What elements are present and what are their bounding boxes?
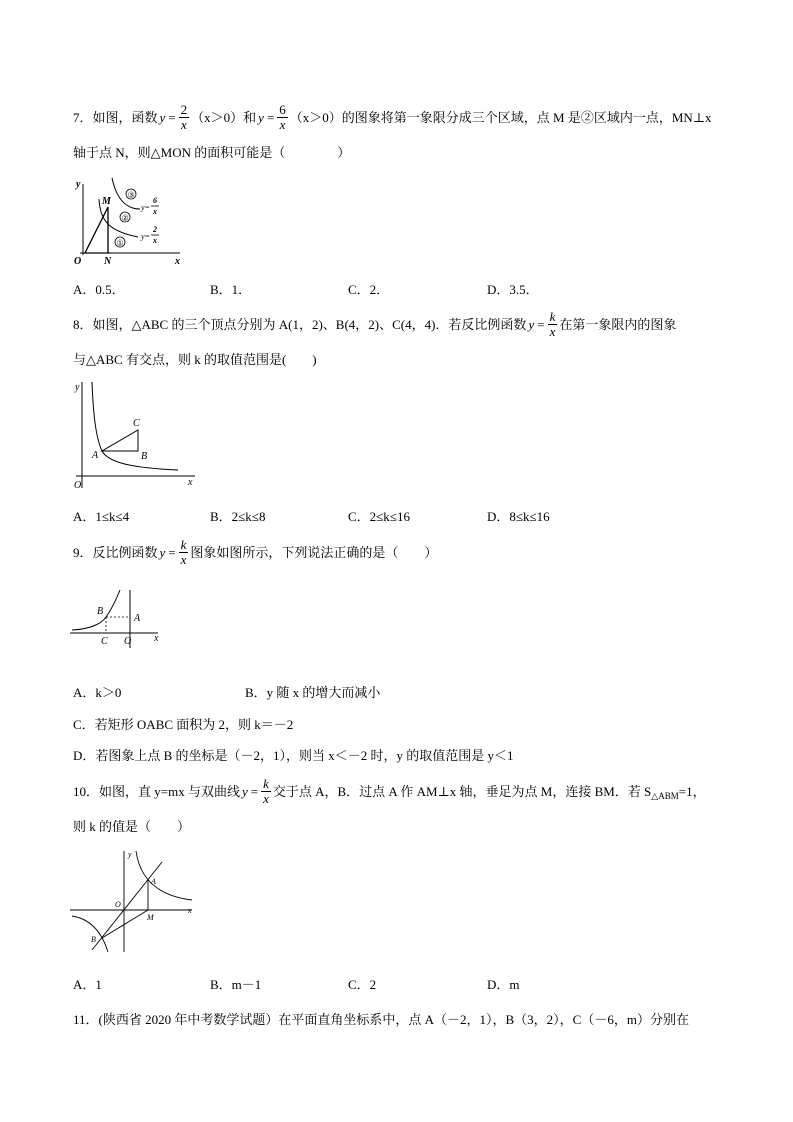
q8-triangle-abc (102, 430, 138, 451)
q7-eq1-numerator: 2 (180, 102, 188, 117)
q10-option-d: D．m (487, 977, 520, 992)
q7-eq1-op: = (168, 109, 176, 125)
q8-text-b: 在第一象限内的图象 (559, 316, 677, 332)
q9-option-d: D．若图象上点 B 的坐标是（－2，1），则当 x＜－2 时，y 的取值范围是 y＜1 (73, 748, 514, 763)
q10-line-2 (73, 819, 190, 835)
q9-label-a: A (134, 613, 141, 624)
q7-eq1-denominator: x (181, 117, 187, 132)
q10-label-x: x (188, 906, 192, 915)
q9-hyperbola (72, 590, 120, 630)
q10-hyperbola-q3 (72, 916, 108, 952)
q10-label-o: O (115, 900, 121, 909)
q7-option-d: D．3.5． (487, 282, 539, 297)
q10-eq-denominator: x (263, 791, 269, 806)
q7-option-a: A．0.5． (73, 282, 125, 297)
q10-eq-numerator: k (263, 776, 269, 791)
q7-curve6-num: 6 (153, 196, 157, 205)
q7-label-n: N (104, 256, 112, 267)
q10-option-a: A．1 (73, 977, 102, 992)
q9-label-c: C (101, 636, 108, 647)
q11-line-1 (73, 1012, 689, 1028)
q9-figure (68, 588, 163, 650)
q7-eq2-fraction (277, 103, 288, 132)
q7-eq2-lhs: y (258, 109, 264, 125)
q8-option-d: D．8≤k≤16 (487, 509, 550, 524)
q8-option-a: A．1≤k≤4 (73, 509, 130, 524)
q7-curve6-lhs: y= (141, 203, 150, 212)
q7-figure (70, 175, 190, 267)
q8-line-2 (73, 352, 317, 368)
q10-text-c: =1， (678, 783, 706, 799)
q10-text-line2: 则 k 的值是（ ） (73, 819, 191, 834)
q7-label-m: M (102, 196, 111, 207)
q9-eq-fraction (179, 538, 189, 567)
q7-line-2 (73, 145, 350, 161)
q10-text-a: 10．如图，直 y=mx 与双曲线 (73, 783, 240, 799)
q10-label-m: M (147, 913, 154, 922)
q7-label-region-3: ③ (127, 190, 135, 200)
q7-eq1-lhs: y (159, 109, 166, 125)
q10-text-b: 交于点 A，B．过点 A 作 AM⊥x 轴，垂足为点 M，连接 BM．若 S (272, 783, 652, 799)
q8-label-a: A (92, 450, 99, 461)
q8-option-c: C．2≤k≤16 (348, 509, 410, 524)
q7-eq1-fraction (179, 103, 190, 132)
q9-option-b: B．y 随 x 的增大而减小 (245, 685, 381, 700)
q7-label-o: O (74, 256, 82, 267)
q9-equation (160, 538, 189, 567)
q7-curve2-num: 2 (153, 225, 157, 234)
q8-option-b: B．2≤k≤8 (210, 509, 266, 524)
q7-eq2-denominator: x (279, 117, 286, 132)
q10-option-b: B．m－1 (210, 977, 262, 992)
q7-text-a: 7．如图，函数 (73, 109, 158, 125)
q10-subscript-abm: △ABM (651, 790, 679, 801)
q8-text-a: 8．如图，△ABC 的三个顶点分别为 A(1，2)、B(4，2)、C(4，4)．若反比例函数 (73, 316, 527, 332)
q9-line-1 (73, 538, 437, 567)
q10-option-c: C．2 (348, 977, 377, 992)
q8-label-x: x (188, 477, 193, 488)
q9-eq-op: = (168, 544, 176, 560)
q8-text-line2: 与△ABC 有交点，则 k 的取值范围是( ) (73, 352, 317, 367)
q8-eq-op: = (537, 316, 545, 332)
q8-eq-lhs: y (528, 316, 535, 332)
q7-option-b: B．1． (210, 282, 252, 297)
q10-label-y: y (128, 850, 132, 859)
q7-equation-1 (160, 103, 190, 132)
q8-line-1 (73, 310, 676, 339)
q10-label-b: B (91, 935, 96, 944)
q8-eq-numerator: k (549, 309, 556, 324)
q8-label-y: y (75, 382, 80, 393)
q8-equation (528, 310, 557, 339)
q10-segment-bm (102, 910, 148, 938)
q8-eq-denominator: x (549, 324, 556, 339)
q10-hyperbola-q1 (136, 851, 192, 900)
q9-label-x: x (154, 633, 159, 644)
q7-eq2-numerator: 6 (279, 102, 286, 117)
q8-label-o: O (74, 480, 82, 491)
q7-label-region-2: ② (121, 213, 129, 223)
q9-label-b: B (97, 606, 104, 617)
q7-label-x: x (175, 256, 180, 267)
q10-line-y-mx (92, 862, 162, 950)
q10-label-a: A (151, 877, 156, 886)
q11-text: 11．(陕西省 2020 年中考数学试题）在平面直角坐标系中，点 A（－2，1），B（3，2），C（－6，m）分别在 (73, 1012, 689, 1027)
q8-eq-fraction (548, 310, 558, 339)
q7-text-line2: 轴于点 N，则△MON 的面积可能是（ ） (73, 145, 351, 160)
q7-equation-2 (258, 103, 288, 132)
q7-curve2-lhs: y= (141, 232, 150, 241)
q9-option-c: C．若矩形 OABC 面积为 2，则 k＝－2 (73, 717, 294, 732)
q10-eq-lhs: y (241, 783, 248, 799)
q9-text-a: 9．反比例函数 (73, 544, 158, 560)
q10-equation (242, 777, 271, 806)
q8-label-b: B (141, 451, 148, 462)
q10-eq-fraction (261, 777, 271, 806)
q9-option-a: A．k＞0 (73, 685, 122, 700)
q7-curve2-den: x (153, 236, 157, 245)
q9-label-o: O (124, 636, 132, 647)
q7-curve6-den: x (153, 207, 157, 216)
q7-text-b: （x＞0）和 (191, 109, 257, 125)
q7-eq2-op: = (266, 109, 275, 125)
q8-label-c: C (133, 418, 140, 429)
q9-eq-denominator: x (180, 552, 187, 567)
q7-line-1 (73, 103, 712, 132)
q10-eq-op: = (250, 783, 259, 799)
q9-text-b: 图象如图所示，下列说法正确的是（ ） (190, 544, 438, 560)
q9-eq-lhs: y (159, 544, 166, 560)
q10-line-1 (73, 777, 706, 806)
q8-figure (70, 378, 202, 492)
q7-label-region-1: ① (116, 238, 124, 248)
q7-triangle-mon (85, 207, 110, 253)
q7-option-c: C．2． (348, 282, 390, 297)
q7-label-y: y (76, 179, 81, 190)
q9-eq-numerator: k (180, 537, 187, 552)
q7-text-c: （x＞0）的图象将第一象限分成三个区域，点 M 是②区域内一点，MN⊥x (289, 109, 712, 125)
q10-figure (68, 848, 196, 954)
